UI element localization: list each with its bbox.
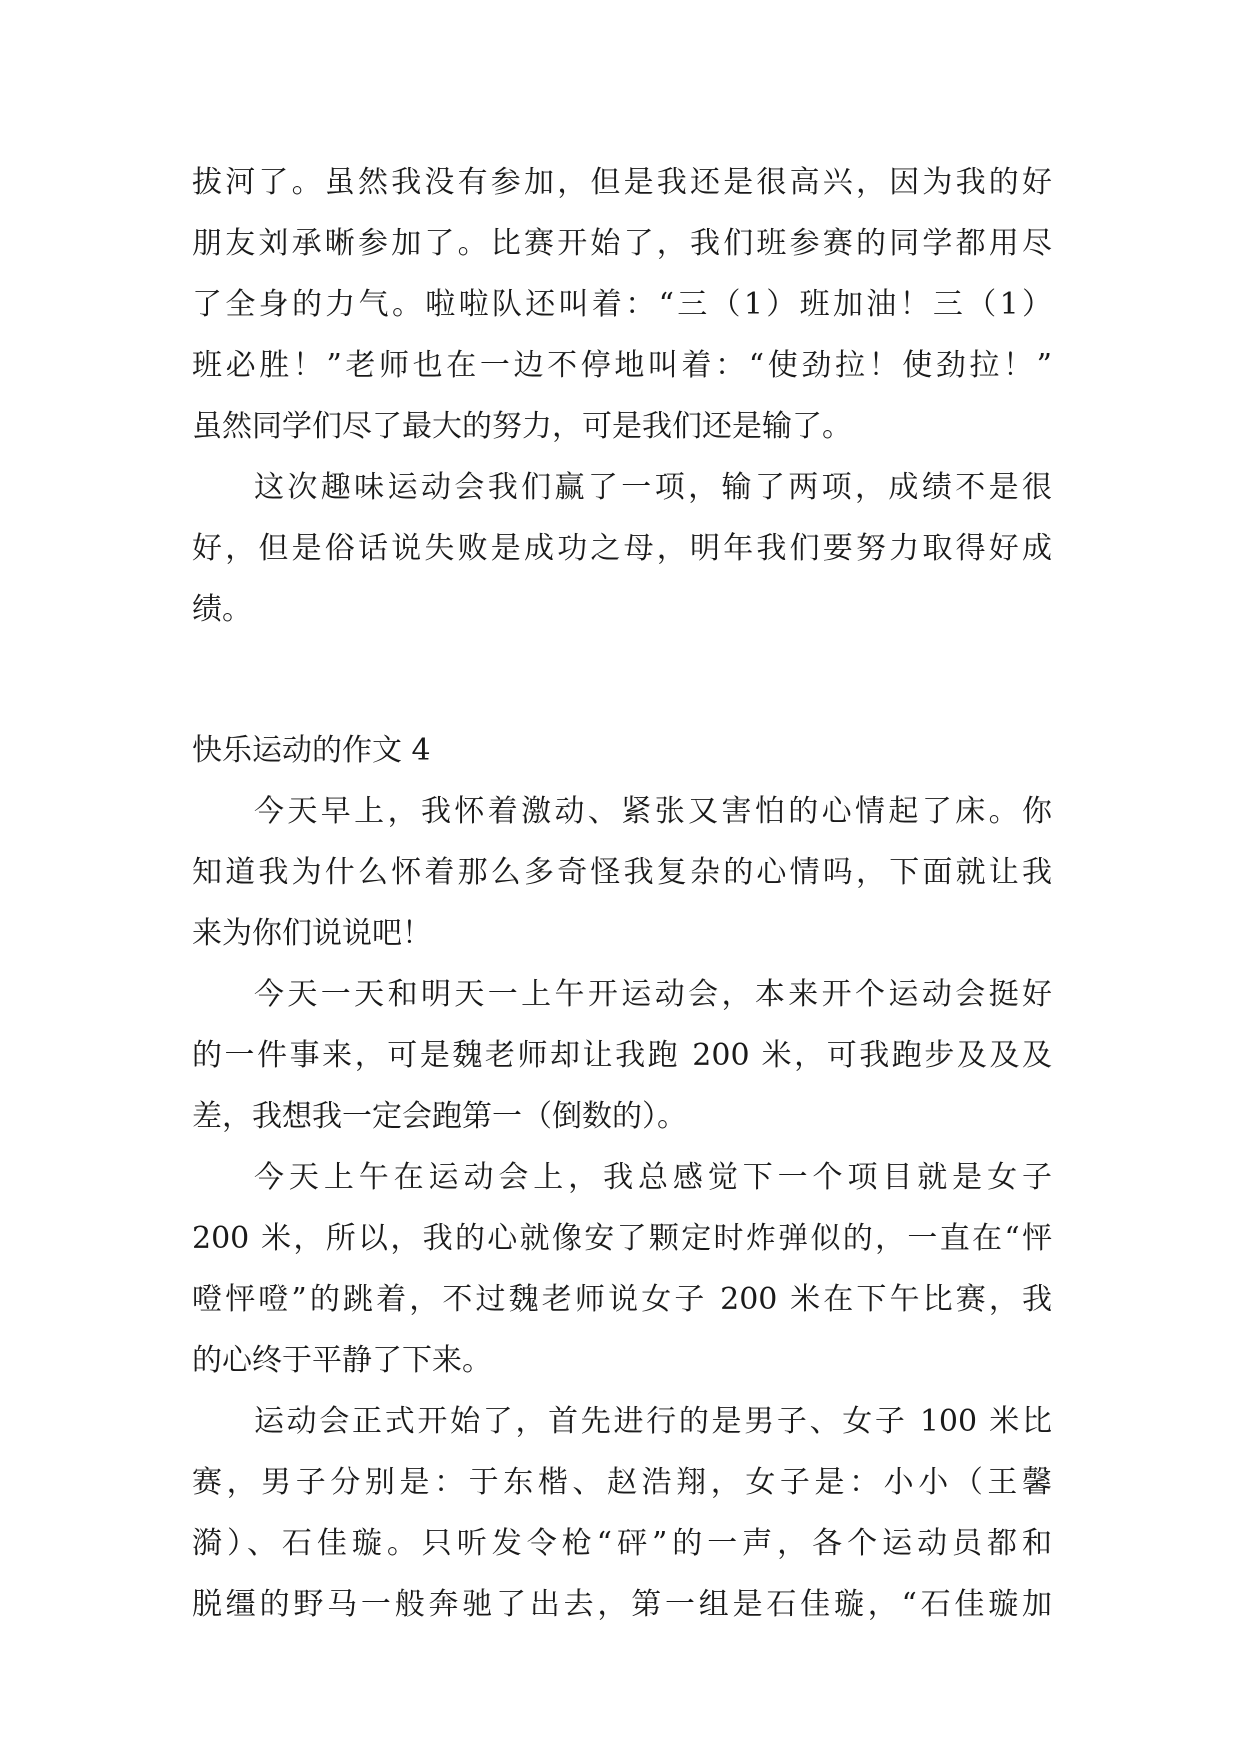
text-line: 漪）、石佳璇。只听发令枪“砰”的一声，各个运动员都和 <box>192 1526 1052 1561</box>
text-line: 运动会正式开始了，首先进行的是男子、女子 100 米比 <box>254 1404 1052 1439</box>
text-line: 朋友刘承晰参加了。比赛开始了，我们班参赛的同学都用尽 <box>192 226 1052 261</box>
text-line: 班必胜！”老师也在一边不停地叫着：“使劲拉！使劲拉！” <box>192 348 1052 383</box>
text-line: 赛，男子分别是：于东楷、赵浩翔，女子是：小小（王馨 <box>192 1465 1052 1500</box>
essay-3-ending <box>192 152 1052 640</box>
essay-4-body <box>192 781 1052 1635</box>
document-page <box>192 152 1052 1635</box>
paragraph <box>192 1147 1052 1391</box>
paragraph <box>192 1391 1052 1635</box>
section-gap <box>192 640 1052 720</box>
paragraph <box>192 964 1052 1147</box>
text-line: 200 米，所以，我的心就像安了颗定时炸弹似的，一直在“怦 <box>192 1221 1052 1256</box>
text-line: 差，我想我一定会跑第一（倒数的）。 <box>192 1099 687 1134</box>
section-heading: 快乐运动的作文 4 <box>192 733 431 768</box>
text-line: 来为你们说说吧！ <box>192 916 432 951</box>
text-line: 脱缰的野马一般奔驰了出去，第一组是石佳璇，“石佳璇加 <box>192 1587 1052 1622</box>
paragraph <box>192 781 1052 964</box>
text-line: 虽然同学们尽了最大的努力，可是我们还是输了。 <box>192 409 852 444</box>
text-line: 好，但是俗话说失败是成功之母，明年我们要努力取得好成 <box>192 531 1052 566</box>
text-line: 噔怦噔”的跳着，不过魏老师说女子 200 米在下午比赛，我 <box>192 1282 1052 1317</box>
text-line: 今天一天和明天一上午开运动会，本来开个运动会挺好 <box>254 977 1052 1012</box>
paragraph <box>192 152 1052 457</box>
text-line: 的一件事来，可是魏老师却让我跑 200 米，可我跑步及及及 <box>192 1038 1052 1073</box>
text-line: 的心终于平静了下来。 <box>192 1343 492 1378</box>
text-line: 今天早上，我怀着激动、紧张又害怕的心情起了床。你 <box>254 794 1052 829</box>
paragraph <box>192 457 1052 640</box>
text-line: 绩。 <box>192 592 252 627</box>
text-line: 这次趣味运动会我们赢了一项，输了两项，成绩不是很 <box>254 470 1052 505</box>
text-line: 今天上午在运动会上，我总感觉下一个项目就是女子 <box>254 1160 1052 1195</box>
text-line: 知道我为什么怀着那么多奇怪我复杂的心情吗，下面就让我 <box>192 855 1052 890</box>
text-line: 拔河了。虽然我没有参加，但是我还是很高兴，因为我的好 <box>192 165 1052 200</box>
text-line: 了全身的力气。啦啦队还叫着：“三（1）班加油！三（1） <box>192 287 1052 322</box>
